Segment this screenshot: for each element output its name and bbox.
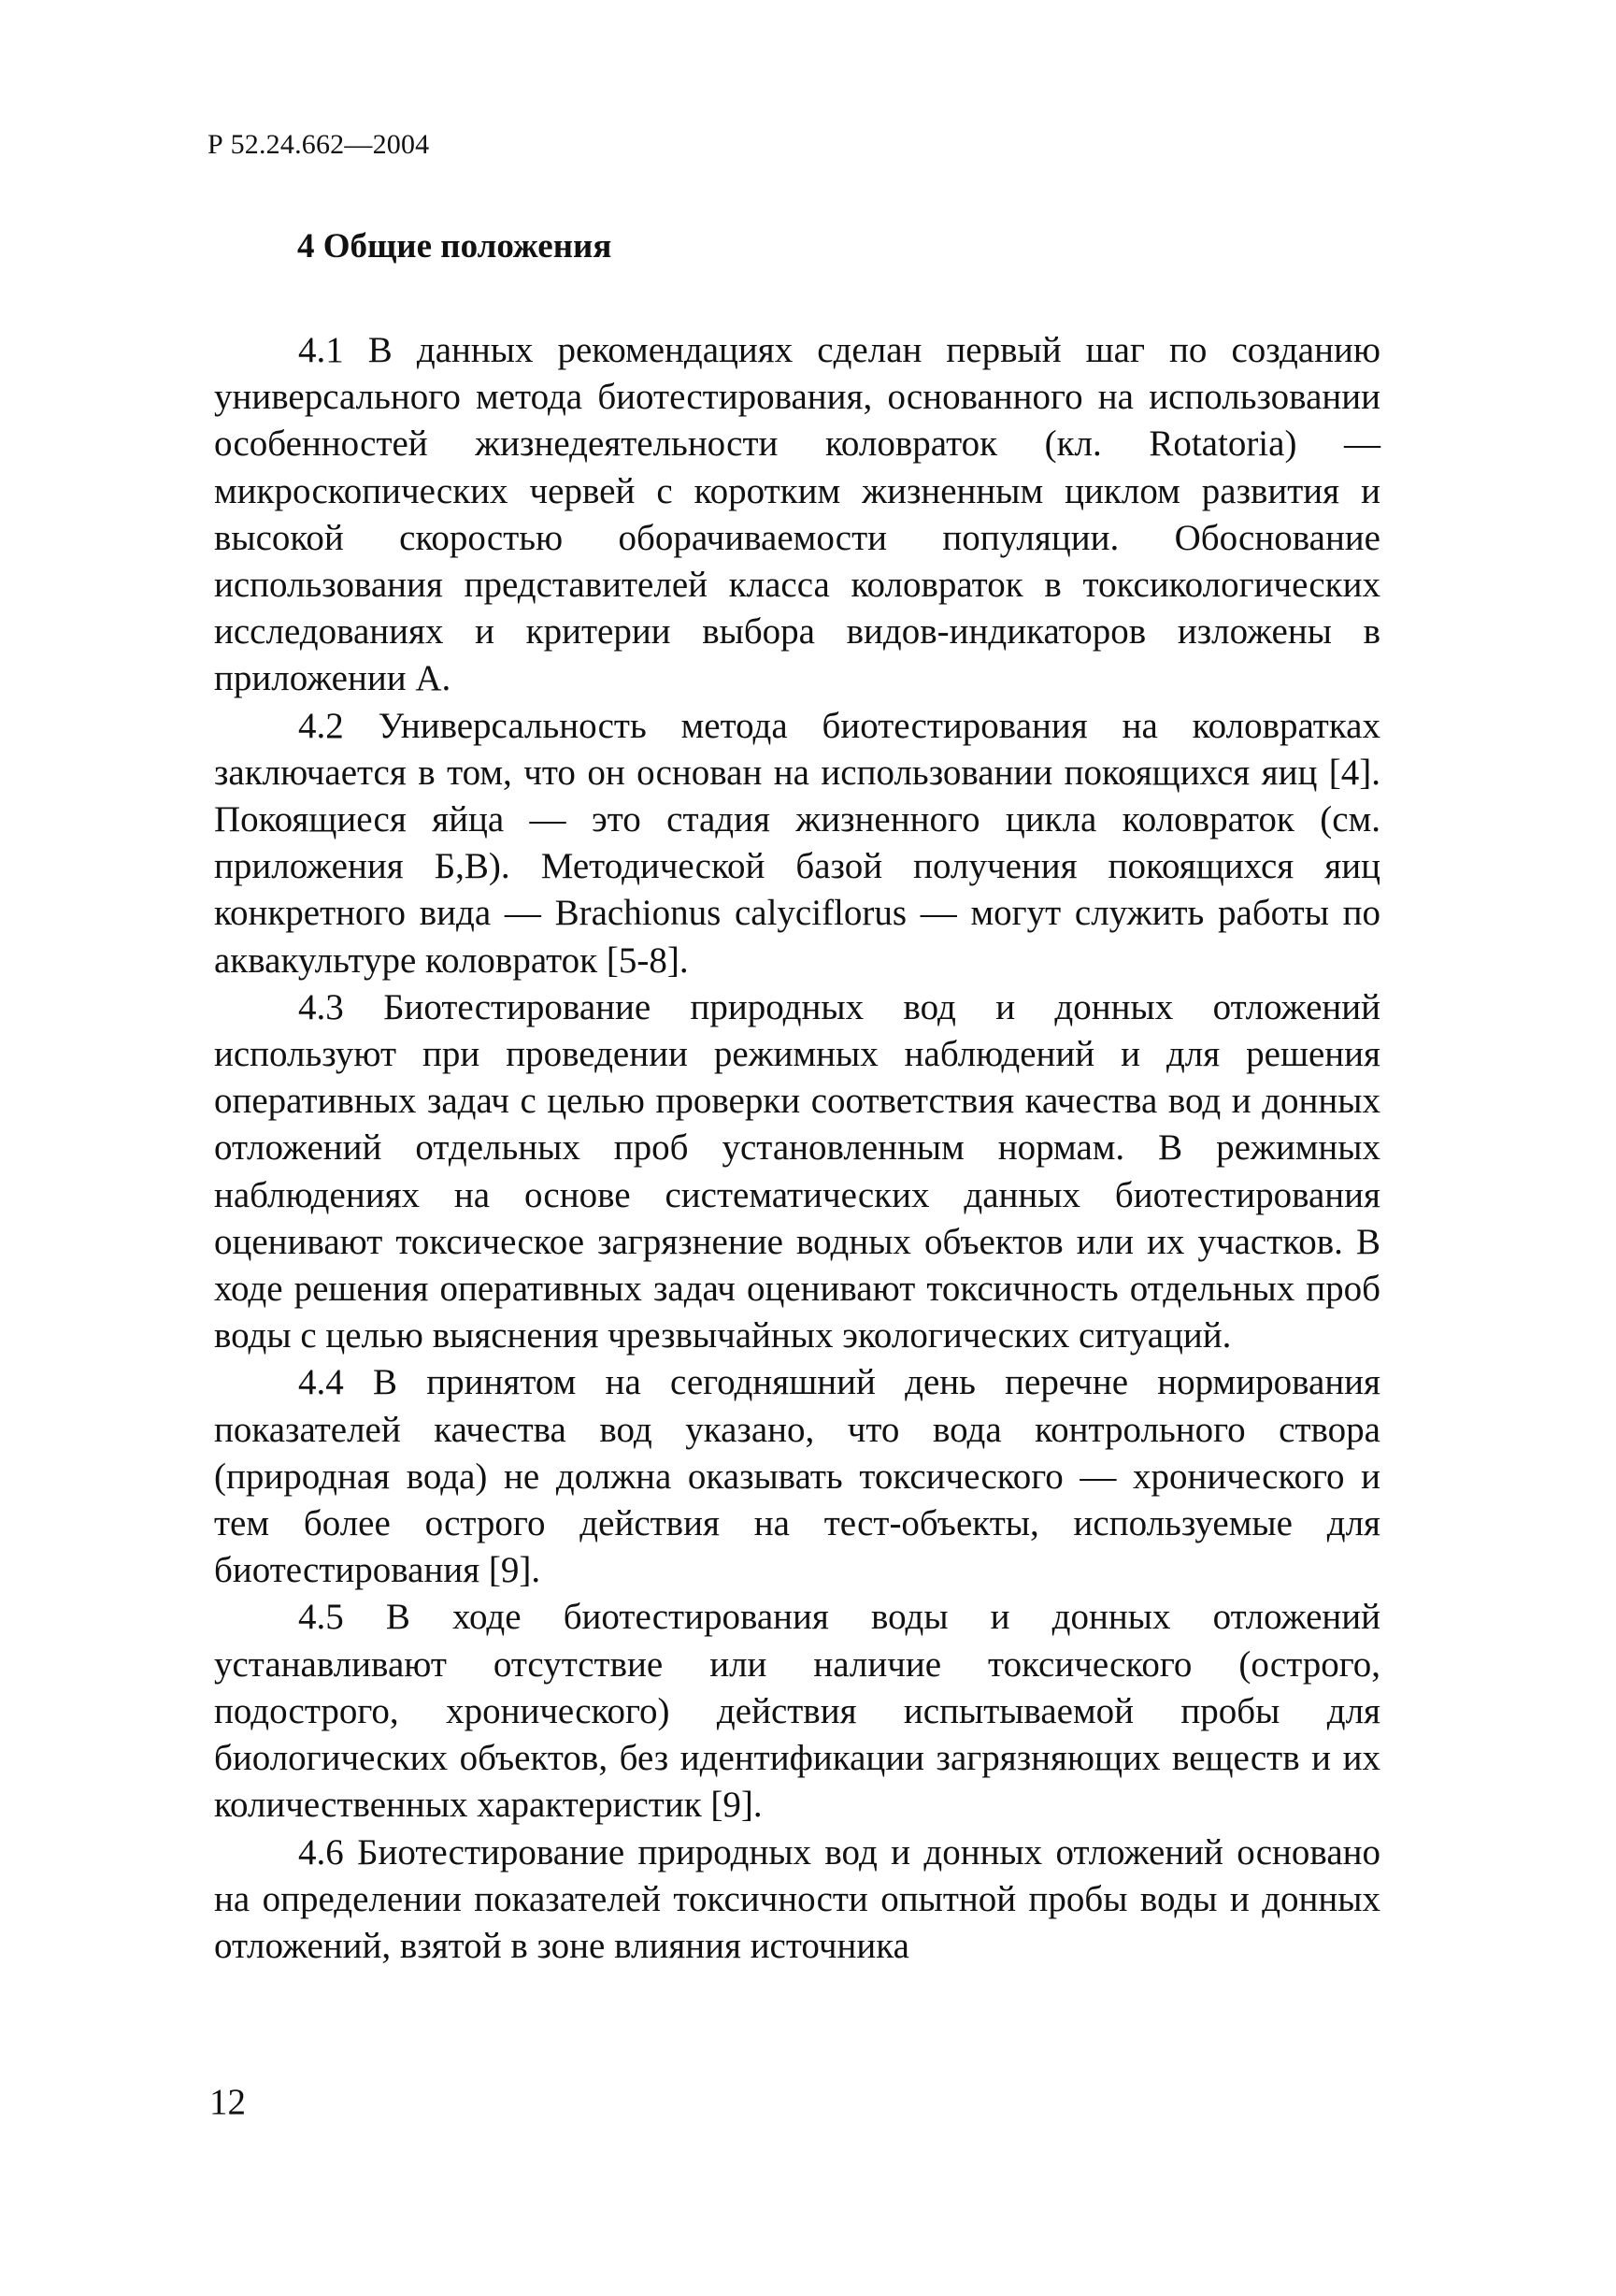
paragraph-4-1: 4.1 В данных рекомендациях сделан первый шаг по созданию универсального метода биотестирования, основанного на использовании особенностей жизнедеятельности коловраток (кл. Rotatoria) — микроскопических червей с коротким жизненным циклом развития и высокой скоростью оборачиваемости популяции. Обоснование использования представителей класса коловраток в токсикологических исследованиях и критерии выбора видов-индикаторов изложены в приложении А. (214, 330, 1380, 699)
paragraph-4-4: 4.4 В принятом на сегодняшний день перечне нормирования показателей качества вод указано, что вода контрольного створа (природная вода) не должна оказывать токсического — хронического и тем более острого действия на тест-объекты, используемые для биотестирования [9]. (214, 1362, 1380, 1591)
paragraph-4-6: 4.6 Биотестирование природных вод и донных отложений основано на определении показателей токсичности опытной пробы воды и донных отложений, взятой в зоне влияния источника (214, 1831, 1380, 1966)
section-body (214, 327, 1380, 1970)
document-code: Р 52.24.662—2004 (207, 129, 430, 160)
paragraph-4-3: 4.3 Биотестирование природных вод и донных отложений используют при проведении режимных наблюдений и для решения оперативных задач с целью проверки соответствия качества вод и донных отложений отдельных проб установленным нормам. В режимных наблюдениях на основе систематических данных биотестирования оценивают токсическое загрязнение водных объектов или их участков. В ходе решения оперативных задач оценивают токсичность отдельных проб воды с целью выяснения чрезвычайных экологических ситуаций. (214, 986, 1380, 1356)
page-number: 12 (209, 2082, 246, 2122)
paragraph-4-5: 4.5 В ходе биотестирования воды и донных отложений устанавливают отсутствие или наличие токсического (острого, подострого, хронического) действия испытываемой пробы для биологических объектов, без идентификации загрязняющих веществ и их количественных характеристик [9]. (214, 1597, 1380, 1826)
paragraph-4-2: 4.2 Универсальность метода биотестирования на коловратках заключается в том, что он основан на использовании покоящихся яиц [4]. Покоящиеся яйца — это стадия жизненного цикла коловраток (см. приложения Б,В). Методической базой получения покоящихся яиц конкретного вида — Brachionus calyciflorus — могут служить работы по аквакультуре коловраток [5-8]. (214, 705, 1380, 981)
section-title: 4 Общие положения (297, 227, 612, 265)
